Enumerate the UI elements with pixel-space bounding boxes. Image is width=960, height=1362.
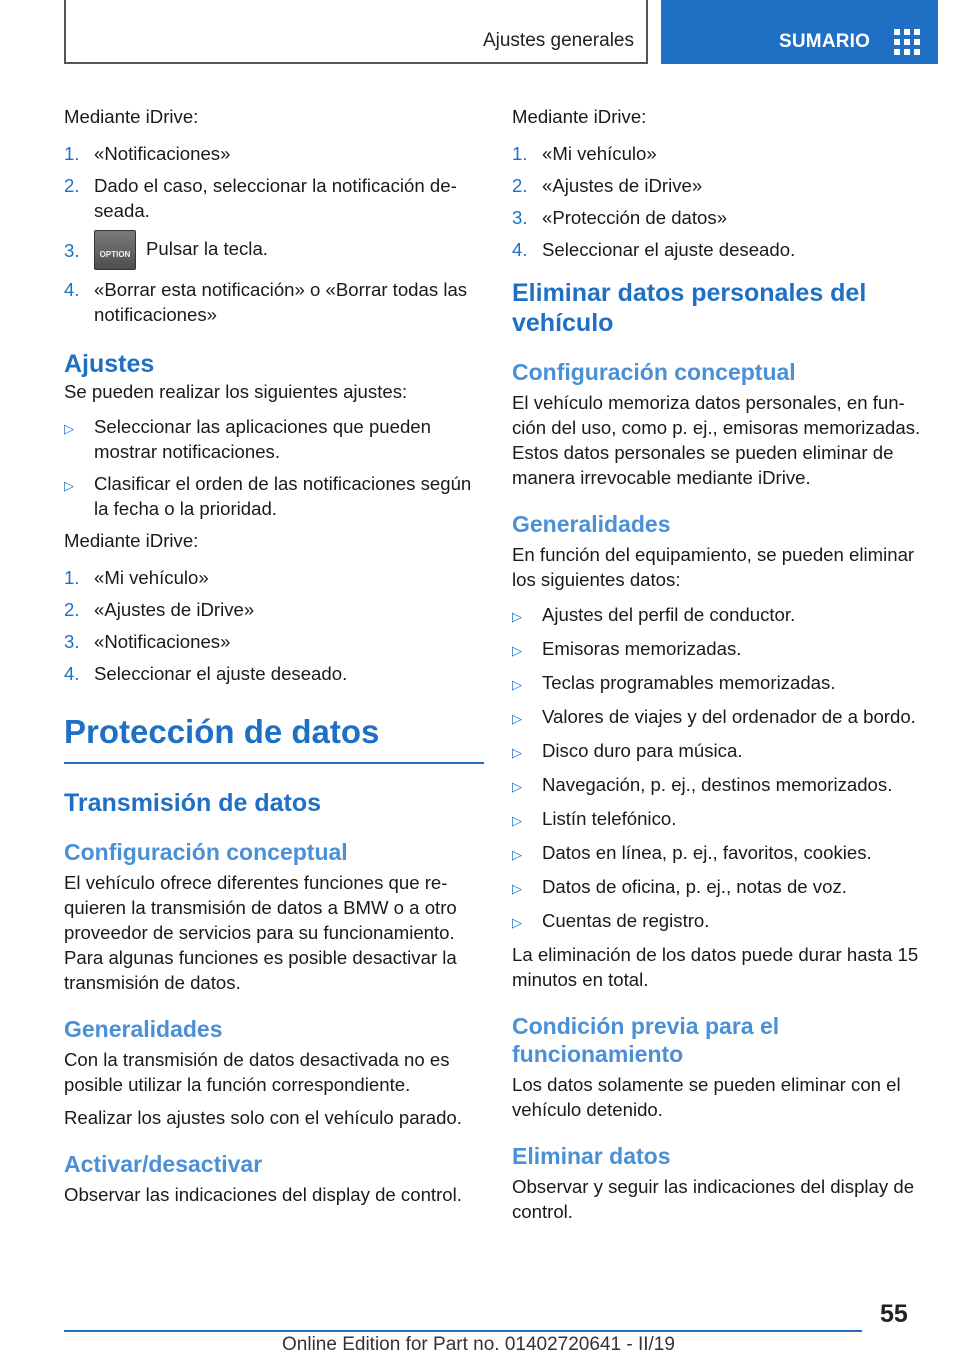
list-item xyxy=(512,141,932,166)
eliminar-datos-heading: Eliminar datos xyxy=(512,1143,671,1169)
list-item xyxy=(512,602,932,629)
bullet-text: Cuentas de registro. xyxy=(542,910,710,931)
bullet-text: Datos de oficina, p. ej., notas de voz. xyxy=(542,876,847,897)
step-number: 2. xyxy=(64,599,80,620)
list-item xyxy=(64,661,484,686)
step-text: «Borrar esta notificación» o «Borrar todas las notificaciones» xyxy=(94,279,468,325)
generalidades-text: En función del equipamiento, se pueden eliminar los siguientes datos: xyxy=(512,544,915,590)
triangle-bullet-icon: ▷ xyxy=(512,609,522,624)
bullet-text: Ajustes del perfil de conductor. xyxy=(542,604,796,625)
list-item xyxy=(64,173,484,223)
option-key-icon xyxy=(94,230,136,270)
step-text: «Ajustes de iDrive» xyxy=(94,599,255,620)
page-number: 55 xyxy=(880,1300,908,1328)
bullet-text: Datos en línea, p. ej., favoritos, cookies. xyxy=(542,842,872,863)
steps-list-privacy xyxy=(512,141,932,262)
left-column xyxy=(64,104,484,1207)
header-section-box xyxy=(64,0,648,64)
list-item xyxy=(512,670,932,697)
step-number: 4. xyxy=(64,279,80,300)
intro-text: Mediante iDrive: xyxy=(512,106,647,127)
list-item xyxy=(64,597,484,622)
activar-heading: Activar/desactivar xyxy=(64,1151,263,1177)
list-item xyxy=(512,636,932,663)
triangle-bullet-icon: ▷ xyxy=(64,478,74,493)
ajustes-intro: Se pueden realizar los siguientes ajustes: xyxy=(64,381,408,402)
triangle-bullet-icon: ▷ xyxy=(64,421,74,436)
bullet-text: Disco duro para música. xyxy=(542,740,743,761)
steps-list-settings xyxy=(64,565,484,686)
step-number: 3. xyxy=(64,239,80,261)
condicion-text: Los datos solamente se pueden eliminar con el vehículo detenido. xyxy=(512,1074,901,1120)
triangle-bullet-icon: ▷ xyxy=(512,677,522,692)
step-text: «Ajustes de iDrive» xyxy=(542,175,703,196)
bullet-text: Clasificar el orden de las notificaciones según la fecha o la prioridad. xyxy=(94,473,472,519)
eliminar-heading: Eliminar datos personales del vehículo xyxy=(512,279,867,337)
step-number: 1. xyxy=(64,567,80,588)
triangle-bullet-icon: ▷ xyxy=(512,779,522,794)
generalidades-text: Realizar los ajustes solo con el vehículo parado. xyxy=(64,1107,462,1128)
list-item xyxy=(512,840,932,867)
generalidades-heading: Generalidades xyxy=(64,1016,223,1042)
list-item xyxy=(64,414,484,464)
config-text: El vehículo ofrece diferentes funciones que requieren la transmisión de datos a BMW o a otro proveedor de servicios para su funcionamiento. Para algunas funciones es posible desactivar la transmisión de datos. xyxy=(64,872,457,993)
list-item xyxy=(512,908,932,935)
list-item xyxy=(512,874,932,901)
step-text: «Protección de datos» xyxy=(542,207,728,228)
step-text-with-key xyxy=(94,230,484,270)
step-number: 1. xyxy=(512,143,528,164)
intro-text: Mediante iDrive: xyxy=(64,530,199,551)
intro-text: Mediante iDrive: xyxy=(64,106,199,127)
step-text: Pulsar la tecla. xyxy=(146,237,268,259)
step-text: Seleccionar el ajuste deseado. xyxy=(94,663,348,684)
list-item xyxy=(64,565,484,590)
list-item xyxy=(512,806,932,833)
grid-icon[interactable] xyxy=(894,29,922,55)
list-item xyxy=(512,738,932,765)
right-column xyxy=(512,104,932,1224)
triangle-bullet-icon: ▷ xyxy=(512,881,522,896)
config-heading: Configuración conceptual xyxy=(512,359,796,385)
step-text: «Notificaciones» xyxy=(94,143,231,164)
step-number: 2. xyxy=(64,175,80,196)
step-number: 3. xyxy=(64,631,80,652)
list-item xyxy=(512,704,932,731)
ajustes-heading: Ajustes xyxy=(64,350,155,378)
section-title: Ajustes generales xyxy=(482,30,634,51)
step-text: Dado el caso, seleccionar la notificación deseada. xyxy=(94,175,457,221)
list-item xyxy=(64,629,484,654)
bullet-text: Valores de viajes y del ordenador de a bordo. xyxy=(542,706,916,727)
edition-text: Online Edition for Part no. 01402720641 - II/19 xyxy=(282,1334,675,1355)
triangle-bullet-icon: ▷ xyxy=(512,745,522,760)
step-number: 4. xyxy=(512,239,528,260)
step-text: «Notificaciones» xyxy=(94,631,231,652)
transmision-heading: Transmisión de datos xyxy=(64,789,322,817)
list-item xyxy=(64,471,484,521)
step-number: 3. xyxy=(512,207,528,228)
option-key-label: OPTION xyxy=(99,250,131,259)
generalidades-heading: Generalidades xyxy=(512,511,671,537)
config-heading: Configuración conceptual xyxy=(64,839,348,865)
steps-list-notifications xyxy=(64,141,484,327)
step-number: 2. xyxy=(512,175,528,196)
triangle-bullet-icon: ▷ xyxy=(512,847,522,862)
list-item xyxy=(64,141,484,166)
data-bullet-list xyxy=(512,602,932,935)
proteccion-heading: Protección de datos xyxy=(64,712,484,764)
triangle-bullet-icon: ▷ xyxy=(512,643,522,658)
duracion-text: La eliminación de los datos puede durar hasta 15 minutos en total. xyxy=(512,944,919,990)
step-text: «Mi vehículo» xyxy=(94,567,209,588)
bullet-text: Listín telefónico. xyxy=(542,808,677,829)
config-text: El vehículo memoriza datos personales, en función del uso, como p. ej., emisoras memorizadas. Estos datos personales se pueden eliminar de manera irrevocable mediante iDrive. xyxy=(512,392,921,488)
condicion-heading: Condición previa para el funcionamiento xyxy=(512,1013,780,1067)
list-item xyxy=(512,173,932,198)
triangle-bullet-icon: ▷ xyxy=(512,813,522,828)
bullet-text: Teclas programables memorizadas. xyxy=(542,672,836,693)
step-number: 1. xyxy=(64,143,80,164)
generalidades-text: Con la transmisión de datos desactivada no es posible utilizar la función correspondiente. xyxy=(64,1049,450,1095)
list-item xyxy=(512,772,932,799)
ajustes-bullet-list xyxy=(64,414,484,521)
bullet-text: Seleccionar las aplicaciones que pueden mostrar notificaciones. xyxy=(94,416,431,462)
list-item xyxy=(512,237,932,262)
step-number: 4. xyxy=(64,663,80,684)
list-item xyxy=(64,277,484,327)
toc-label[interactable]: SUMARIO xyxy=(779,31,871,52)
list-item xyxy=(64,230,484,270)
bullet-text: Navegación, p. ej., destinos memorizados. xyxy=(542,774,893,795)
activar-text: Observar las indicaciones del display de control. xyxy=(64,1184,462,1205)
eliminar-datos-text: Observar y seguir las indicaciones del display de control. xyxy=(512,1176,915,1222)
footer-divider xyxy=(64,1330,862,1332)
triangle-bullet-icon: ▷ xyxy=(512,711,522,726)
toc-button[interactable] xyxy=(661,0,938,64)
bullet-text: Emisoras memorizadas. xyxy=(542,638,742,659)
triangle-bullet-icon: ▷ xyxy=(512,915,522,930)
step-text: «Mi vehículo» xyxy=(542,143,657,164)
list-item xyxy=(512,205,932,230)
step-text: Seleccionar el ajuste deseado. xyxy=(542,239,796,260)
